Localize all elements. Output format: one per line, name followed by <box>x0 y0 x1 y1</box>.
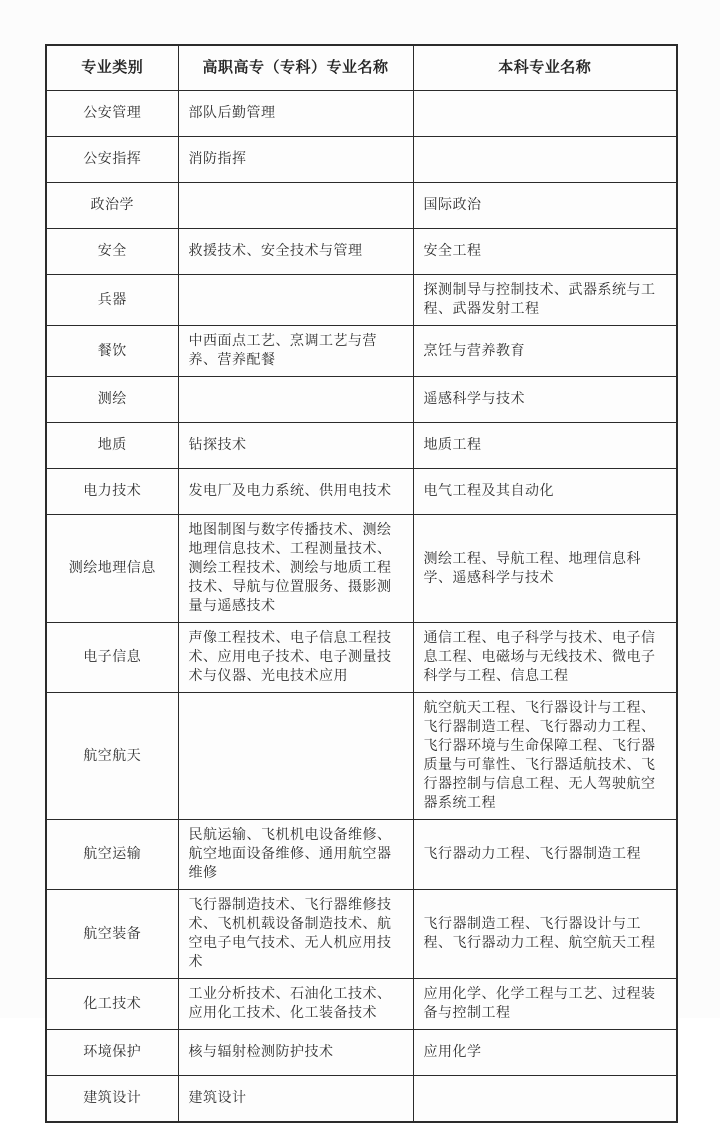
category-cell: 地质 <box>46 423 178 469</box>
vocational-majors-cell: 工业分析技术、石油化工技术、应用化工技术、化工装备技术 <box>178 979 413 1030</box>
vocational-majors-cell: 救援技术、安全技术与管理 <box>178 229 413 275</box>
category-cell: 电力技术 <box>46 469 178 515</box>
undergraduate-majors-cell <box>413 137 677 183</box>
category-cell: 政治学 <box>46 183 178 229</box>
table-row <box>46 377 677 423</box>
vocational-majors-cell: 核与辐射检测防护技术 <box>178 1030 413 1076</box>
table-row <box>46 515 677 623</box>
category-cell: 电子信息 <box>46 623 178 693</box>
category-cell: 兵器 <box>46 275 178 326</box>
undergraduate-majors-cell: 电气工程及其自动化 <box>413 469 677 515</box>
table-row <box>46 137 677 183</box>
vocational-majors-cell: 地图制图与数字传播技术、测绘地理信息技术、工程测量技术、测绘工程技术、测绘与地质工程技术、导航与位置服务、摄影测量与遥感技术 <box>178 515 413 623</box>
table-row <box>46 275 677 326</box>
category-cell: 测绘地理信息 <box>46 515 178 623</box>
vocational-majors-cell: 消防指挥 <box>178 137 413 183</box>
vocational-majors-cell: 中西面点工艺、烹调工艺与营养、营养配餐 <box>178 326 413 377</box>
category-cell: 航空装备 <box>46 890 178 979</box>
category-cell: 餐饮 <box>46 326 178 377</box>
vocational-majors-cell: 声像工程技术、电子信息工程技术、应用电子技术、电子测量技术与仪器、光电技术应用 <box>178 623 413 693</box>
table-row <box>46 1030 677 1076</box>
table-row <box>46 890 677 979</box>
header-category: 专业类别 <box>46 45 178 91</box>
undergraduate-majors-cell: 安全工程 <box>413 229 677 275</box>
major-mapping-table <box>45 44 678 1123</box>
category-cell: 环境保护 <box>46 1030 178 1076</box>
table-row <box>46 979 677 1030</box>
category-cell: 航空运输 <box>46 820 178 890</box>
undergraduate-majors-cell: 应用化学、化学工程与工艺、过程装备与控制工程 <box>413 979 677 1030</box>
vocational-majors-cell: 民航运输、飞机机电设备维修、航空地面设备维修、通用航空器维修 <box>178 820 413 890</box>
vocational-majors-cell: 部队后勤管理 <box>178 91 413 137</box>
vocational-majors-cell <box>178 693 413 820</box>
table-row <box>46 693 677 820</box>
undergraduate-majors-cell: 通信工程、电子科学与技术、电子信息工程、电磁场与无线技术、微电子科学与工程、信息工程 <box>413 623 677 693</box>
undergraduate-majors-cell: 探测制导与控制技术、武器系统与工程、武器发射工程 <box>413 275 677 326</box>
table-row <box>46 91 677 137</box>
vocational-majors-cell: 发电厂及电力系统、供用电技术 <box>178 469 413 515</box>
table-row <box>46 1076 677 1123</box>
category-cell: 建筑设计 <box>46 1076 178 1123</box>
undergraduate-majors-cell: 应用化学 <box>413 1030 677 1076</box>
undergraduate-majors-cell: 国际政治 <box>413 183 677 229</box>
undergraduate-majors-cell <box>413 1076 677 1123</box>
vocational-majors-cell: 建筑设计 <box>178 1076 413 1123</box>
table-row <box>46 623 677 693</box>
category-cell: 公安指挥 <box>46 137 178 183</box>
undergraduate-majors-cell: 遥感科学与技术 <box>413 377 677 423</box>
table-header-row <box>46 45 677 91</box>
undergraduate-majors-cell: 测绘工程、导航工程、地理信息科学、遥感科学与技术 <box>413 515 677 623</box>
undergraduate-majors-cell <box>413 91 677 137</box>
undergraduate-majors-cell: 飞行器动力工程、飞行器制造工程 <box>413 820 677 890</box>
vocational-majors-cell <box>178 275 413 326</box>
vocational-majors-cell <box>178 183 413 229</box>
header-undergraduate-majors: 本科专业名称 <box>413 45 677 91</box>
category-cell: 公安管理 <box>46 91 178 137</box>
vocational-majors-cell: 钻探技术 <box>178 423 413 469</box>
vocational-majors-cell <box>178 377 413 423</box>
category-cell: 化工技术 <box>46 979 178 1030</box>
table-row <box>46 183 677 229</box>
table-row <box>46 423 677 469</box>
undergraduate-majors-cell: 地质工程 <box>413 423 677 469</box>
header-vocational-majors: 高职高专（专科）专业名称 <box>178 45 413 91</box>
category-cell: 安全 <box>46 229 178 275</box>
table-row <box>46 229 677 275</box>
category-cell: 航空航天 <box>46 693 178 820</box>
table-row <box>46 326 677 377</box>
undergraduate-majors-cell: 飞行器制造工程、飞行器设计与工程、飞行器动力工程、航空航天工程 <box>413 890 677 979</box>
table-row <box>46 820 677 890</box>
table-row <box>46 469 677 515</box>
vocational-majors-cell: 飞行器制造技术、飞行器维修技术、飞机机载设备制造技术、航空电子电气技术、无人机应用技术 <box>178 890 413 979</box>
undergraduate-majors-cell: 航空航天工程、飞行器设计与工程、飞行器制造工程、飞行器动力工程、飞行器环境与生命保障工程、飞行器质量与可靠性、飞行器适航技术、飞行器控制与信息工程、无人驾驶航空器系统工程 <box>413 693 677 820</box>
category-cell: 测绘 <box>46 377 178 423</box>
undergraduate-majors-cell: 烹饪与营养教育 <box>413 326 677 377</box>
